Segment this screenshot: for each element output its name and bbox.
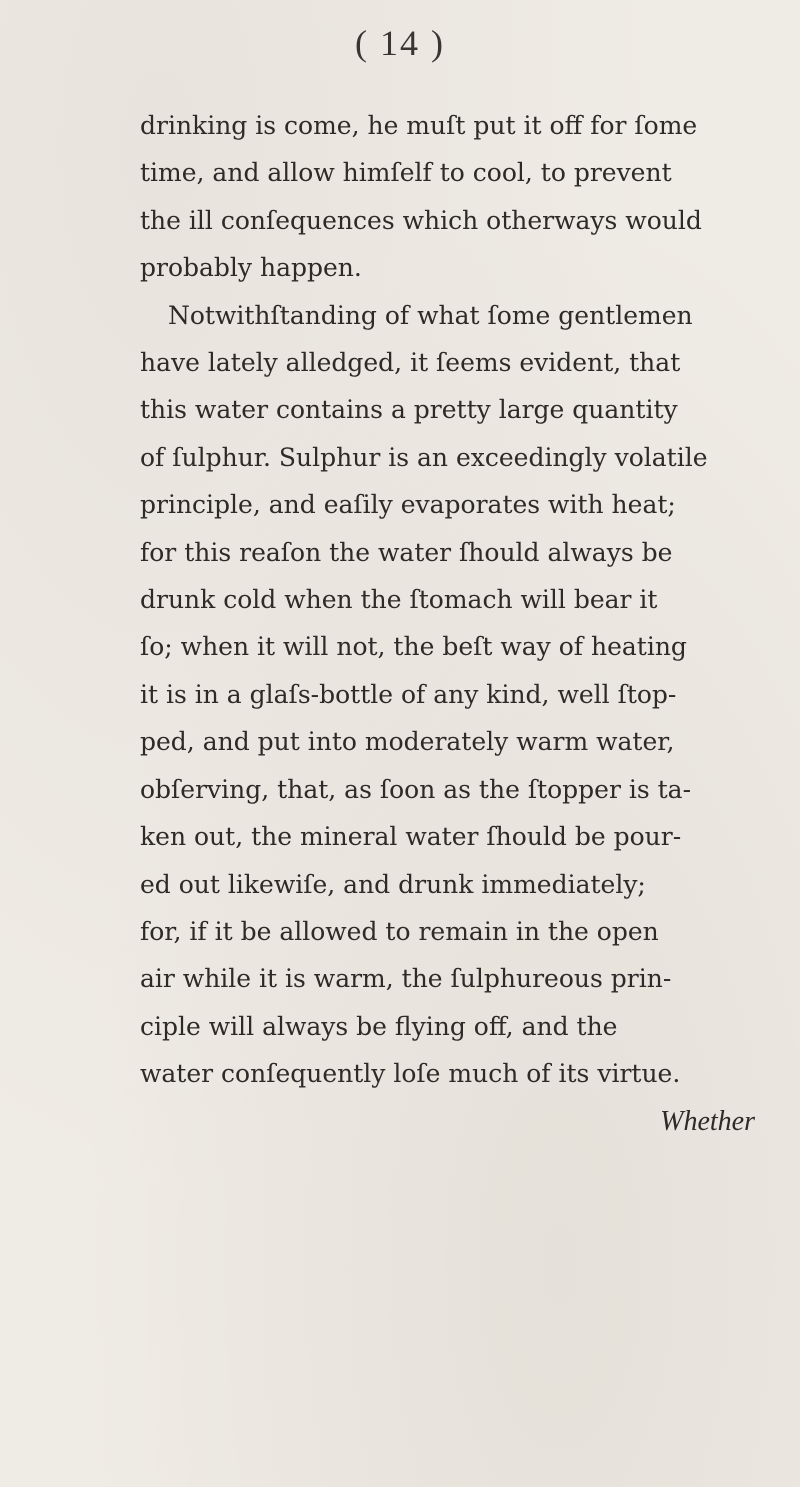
- text-line: air while it is warm, the ſulphureous prin-: [140, 964, 672, 994]
- text-line: principle, and eaſily evaporates with heat;: [140, 490, 676, 520]
- text-line: time, and allow himſelf to cool, to prevent: [140, 158, 672, 188]
- body-text: [140, 102, 780, 1145]
- text-line: ped, and put into moderately warm water,: [140, 727, 675, 757]
- text-line: drinking is come, he muſt put it off for ſome: [140, 111, 698, 140]
- text-line: for, if it be allowed to remain in the open: [140, 916, 659, 946]
- text-line: this water contains a pretty large quantity: [140, 395, 678, 425]
- page-number: ( 14 ): [355, 23, 445, 63]
- text-line: have lately alledged, it ſeems evident, that: [140, 348, 681, 378]
- text-line: it is in a glaſs-bottle of any kind, well ſtop-: [140, 679, 677, 709]
- text-line: of ſulphur. Sulphur is an exceedingly volatile: [140, 442, 708, 472]
- text-line: ciple will always be flying off, and the: [140, 1011, 618, 1041]
- text-line: for this reaſon the water ſhould always be: [140, 537, 673, 567]
- text-line: obſerving, that, as ſoon as the ſtopper is ta-: [140, 774, 692, 804]
- text-line: ken out, the mineral water ſhould be pour-: [140, 822, 682, 852]
- text-line: probably happen.: [140, 253, 362, 283]
- text-line: ed out likewiſe, and drunk immediately;: [140, 869, 646, 899]
- text-line: Notwithſtanding of what ſome gentlemen: [168, 300, 693, 330]
- text-line: ſo; when it will not, the beſt way of heating: [140, 632, 687, 662]
- catchword: Whether: [660, 1105, 755, 1137]
- text-line: the ill conſequences which otherways would: [140, 205, 702, 235]
- text-line: water conſequently loſe much of its virtue.: [140, 1059, 681, 1089]
- text-line: drunk cold when the ſtomach will bear it: [140, 585, 658, 615]
